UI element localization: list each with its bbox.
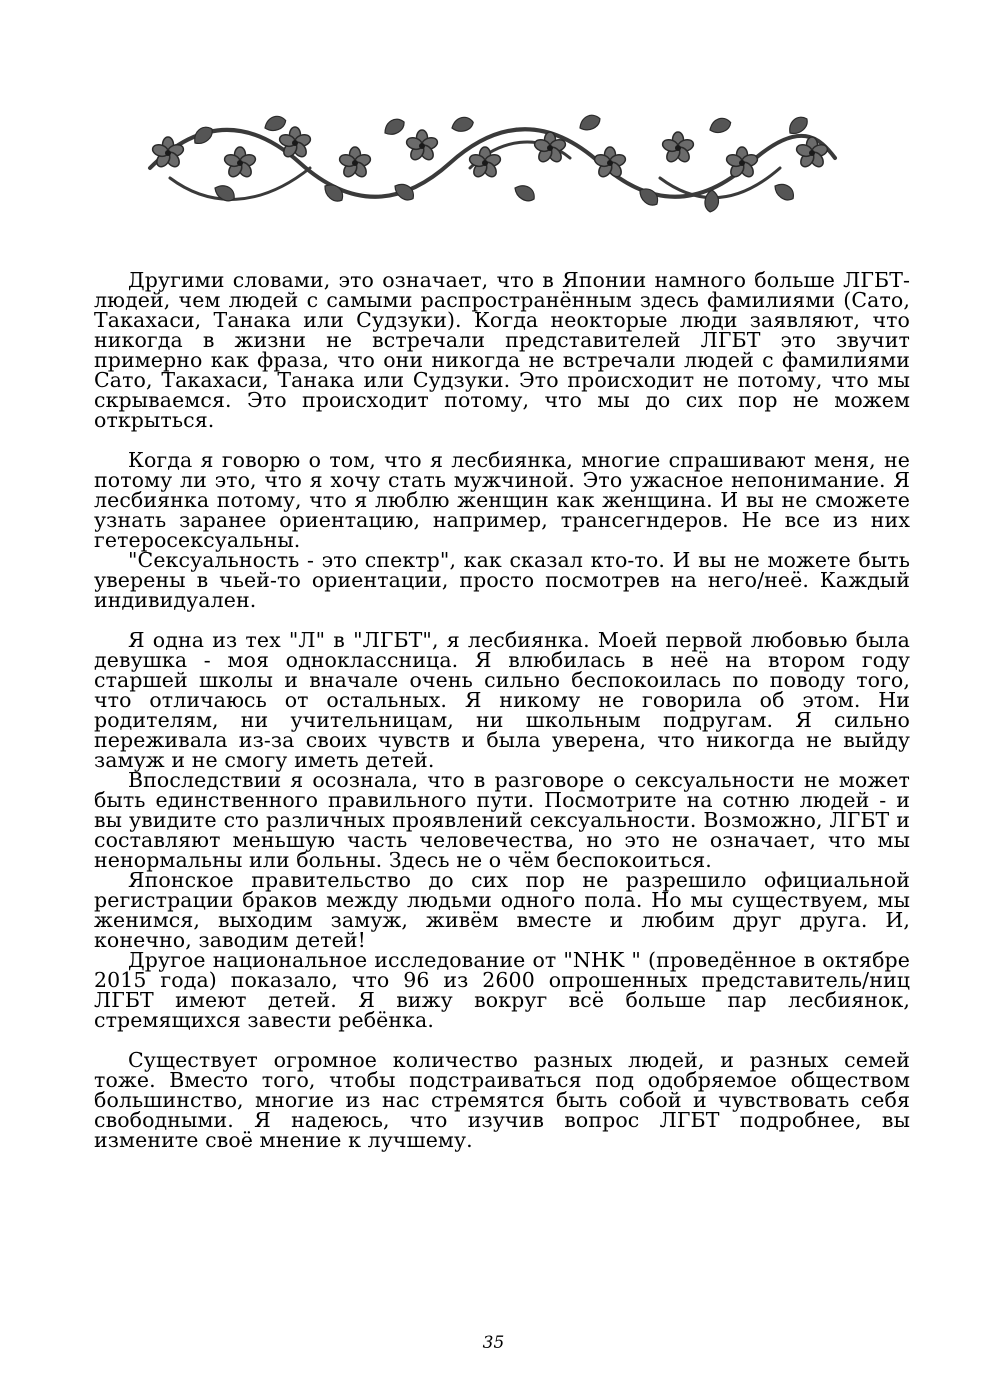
paragraph: Когда я говорю о том, что я лесбиянка, многие спрашивают меня, не потому ли это, что я хочу стать мужчиной. Это ужасное непонимание. Я лесбиянка потому, что я люблю женщин как женщина. И вы не сможете узнать заранее ориентацию, например, трансегндеров. Не все из них гетеросексуальны. [94, 448, 910, 552]
paragraph: Другими словами, это означает, что в Японии намного больше ЛГБТ-людей, чем людей с самыми распространённым здесь фамилиями (Сато, Такахаси, Танака или Судзуки). Когда неокторые люди заявляют, что никогда в жизни не встречали представителей ЛГБТ это звучит примерно как фраза, что они никогда не встречали людей с фамилиями Сато, Такахаси, Танака или Судзуки. Это происходит не потому, что мы скрываемся. Это происходит потому, что мы до сих пор не можем открыться. [94, 268, 910, 432]
floral-vine-ornament [140, 108, 840, 220]
article-body [94, 270, 910, 1150]
paragraph: "Сексуальность - это спектр", как сказал кто-то. И вы не можете быть уверены в чьей-то ориентации, просто посмотрев на него/неё. Каждый индивидуален. [94, 548, 910, 612]
paragraph-gap [94, 1030, 910, 1050]
paragraph: Другое национальное исследование от "NHK " (проведённое в октябре 2015 года) показало, что 96 из 2600 опрошенных представитель/ниц ЛГБТ имеют детей. Я вижу вокруг всё больше пар лесбиянок, стремящихся завести ребёнка. [94, 948, 910, 1032]
paragraph-gap [94, 430, 910, 450]
paragraph: Существует огромное количество разных людей, и разных семей тоже. Вместо того, чтобы подстраиваться под одобряемое обществом большинство, многие из нас стремятся быть собой и чувствовать себя свободными. Я надеюсь, что изучив вопрос ЛГБТ подробнее, вы измените своё мнение к лучшему. [94, 1048, 910, 1152]
paragraph: Я одна из тех "Л" в "ЛГБТ", я лесбиянка. Моей первой любовью была девушка - моя одноклассница. Я влюбилась в неё на втором году старшей школы и вначале очень сильно беспокоилась по поводу того, что отличаюсь от остальных. Я никому не говорила об этом. Ни родителям, ни учительницам, ни школьным подругам. Я сильно переживала из-за своих чувств и была уверена, что никогда не выйду замуж и не смогу иметь детей. [94, 628, 910, 772]
paragraph: Впоследствии я осознала, что в разговоре о сексуальности не может быть единственного правильного пути. Посмотрите на сотню людей - и вы увидите сто различных проявлений сексуальности. Возможно, ЛГБТ и составляют меньшую часть человечества, но это не означает, что мы ненормальны или больны. Здесь не о чём беспокоиться. [94, 768, 910, 872]
page-number: 35 [482, 1333, 505, 1353]
paragraph-gap [94, 610, 910, 630]
paragraph: Японское правительство до сих пор не разрешило официальной регистрации браков между людьми одного пола. Но мы существуем, мы женимся, выходим замуж, живём вместе и любим друг друга. И, конечно, заводим детей! [94, 868, 910, 952]
